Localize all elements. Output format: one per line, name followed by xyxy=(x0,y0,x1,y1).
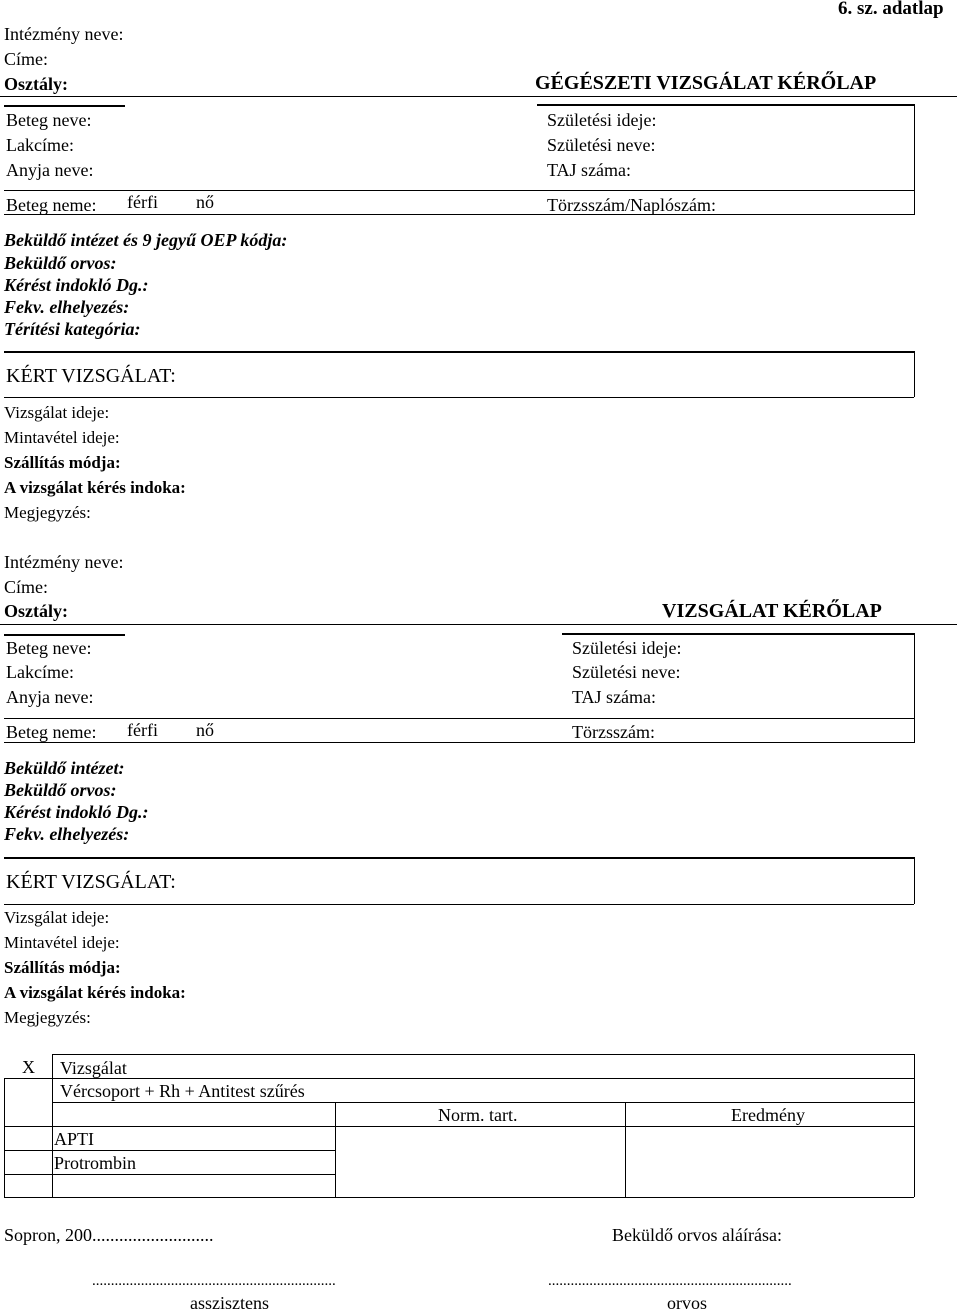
header-rule xyxy=(0,96,957,97)
patient-box-2-right-edge xyxy=(914,633,915,743)
requested-exam-label: KÉRT VIZSGÁLAT: xyxy=(6,365,176,387)
reason-label: A vizsgálat kérés indoka: xyxy=(4,478,186,497)
requested-exam-box-2-top xyxy=(4,857,914,859)
mother-name-label-2: Anyja neve: xyxy=(6,687,94,707)
birth-name-label: Születési neve: xyxy=(547,135,656,155)
place-date: Sopron, 200........................... xyxy=(4,1225,214,1245)
diagnosis-label-2: Kérést indokló Dg.: xyxy=(4,802,149,822)
birth-date-label-2: Születési ideje: xyxy=(572,638,682,658)
registry-label: Törzsszám/Naplószám: xyxy=(547,195,716,215)
sender-doctor-label-2: Beküldő orvos: xyxy=(4,780,117,800)
form-title: GÉGÉSZETI VIZSGÁLAT KÉRŐLAP xyxy=(535,72,877,94)
requested-exam-box-2-bottom xyxy=(4,904,914,905)
requested-exam-box-2-right xyxy=(914,857,915,904)
requested-exam-box-right xyxy=(914,351,915,397)
address-label-2: Címe: xyxy=(4,577,48,597)
sender-signature-label: Beküldő orvos aláírása: xyxy=(612,1225,782,1245)
reason-label-2: A vizsgálat kérés indoka: xyxy=(4,983,186,1002)
patient-name-label-2: Beteg neve: xyxy=(6,638,92,658)
assistant-label: asszisztens xyxy=(190,1293,269,1313)
residence-label: Lakcíme: xyxy=(6,135,74,155)
gender-male-option-2[interactable]: férfi xyxy=(127,720,158,740)
sender-doctor-label: Beküldő orvos: xyxy=(4,253,117,273)
registry-label-2: Törzsszám: xyxy=(572,722,655,742)
birth-date-label: Születési ideje: xyxy=(547,110,657,130)
sender-institution-label-2: Beküldő intézet: xyxy=(4,758,125,778)
remarks-label: Megjegyzés: xyxy=(4,503,91,522)
patient-name-label: Beteg neve: xyxy=(6,110,92,130)
taj-label: TAJ száma: xyxy=(547,160,632,180)
department-label: Osztály: xyxy=(4,74,68,94)
transport-label: Szállítás módja: xyxy=(4,453,121,472)
institution-label: Intézmény neve: xyxy=(4,24,124,44)
row-apti: APTI xyxy=(54,1129,94,1149)
transport-label-2: Szállítás módja: xyxy=(4,958,121,977)
patient-box-right-edge xyxy=(914,104,915,215)
placement-label: Fekv. elhelyezés: xyxy=(4,297,130,317)
payment-category-label: Térítési kategória: xyxy=(4,319,141,339)
sender-institution-label: Beküldő intézet és 9 jegyű OEP kódja: xyxy=(4,230,288,250)
form-title-2: VIZSGÁLAT KÉRŐLAP xyxy=(662,600,882,622)
exam-time-label: Vizsgálat ideje: xyxy=(4,403,110,422)
sampling-time-label: Mintavétel ideje: xyxy=(4,428,120,447)
requested-exam-box-bottom xyxy=(4,397,914,398)
patient-box-2-left-tab xyxy=(4,634,125,636)
residence-label-2: Lakcíme: xyxy=(6,662,74,682)
patient-box-right-tab xyxy=(537,104,915,106)
diagnosis-label: Kérést indokló Dg.: xyxy=(4,275,149,295)
doctor-signature-line: ................................................................. xyxy=(548,1273,792,1289)
assistant-signature-line: ................................................................. xyxy=(92,1273,336,1289)
sampling-time-label-2: Mintavétel ideje: xyxy=(4,933,120,952)
institution-label-2: Intézmény neve: xyxy=(4,552,124,572)
taj-label-2: TAJ száma: xyxy=(572,687,657,707)
norm-range-header: Norm. tart. xyxy=(438,1105,518,1125)
gender-female-option[interactable]: nő xyxy=(196,192,214,212)
remarks-label-2: Megjegyzés: xyxy=(4,1008,91,1027)
col-exam-header: Vizsgálat xyxy=(60,1058,127,1078)
mother-name-label: Anyja neve: xyxy=(6,160,94,180)
patient-box-left-tab xyxy=(4,105,125,107)
gender-label: Beteg neme: xyxy=(6,195,97,215)
patient-box-bottom xyxy=(4,214,914,215)
birth-name-label-2: Születési neve: xyxy=(572,662,681,682)
gender-female-option-2[interactable]: nő xyxy=(196,720,214,740)
department-label-2: Osztály: xyxy=(4,601,68,621)
patient-box-2-bottom xyxy=(4,742,914,743)
col-x-header: X xyxy=(22,1057,35,1077)
result-header: Eredmény xyxy=(731,1105,805,1125)
requested-exam-label-2: KÉRT VIZSGÁLAT: xyxy=(6,871,176,893)
gender-label-2: Beteg neme: xyxy=(6,722,97,742)
doctor-label: orvos xyxy=(667,1293,707,1313)
placement-label-2: Fekv. elhelyezés: xyxy=(4,824,130,844)
row-protrombin: Protrombin xyxy=(54,1153,137,1173)
patient-box-2-right-tab xyxy=(562,633,915,635)
requested-exam-box-top xyxy=(4,351,914,353)
header-rule-2 xyxy=(0,624,957,625)
address-label: Címe: xyxy=(4,49,48,69)
row-blood-group: Vércsoport + Rh + Antitest szűrés xyxy=(60,1081,305,1101)
gender-male-option[interactable]: férfi xyxy=(127,192,158,212)
form-number: 6. sz. adatlap xyxy=(838,0,944,19)
exam-time-label-2: Vizsgálat ideje: xyxy=(4,908,110,927)
